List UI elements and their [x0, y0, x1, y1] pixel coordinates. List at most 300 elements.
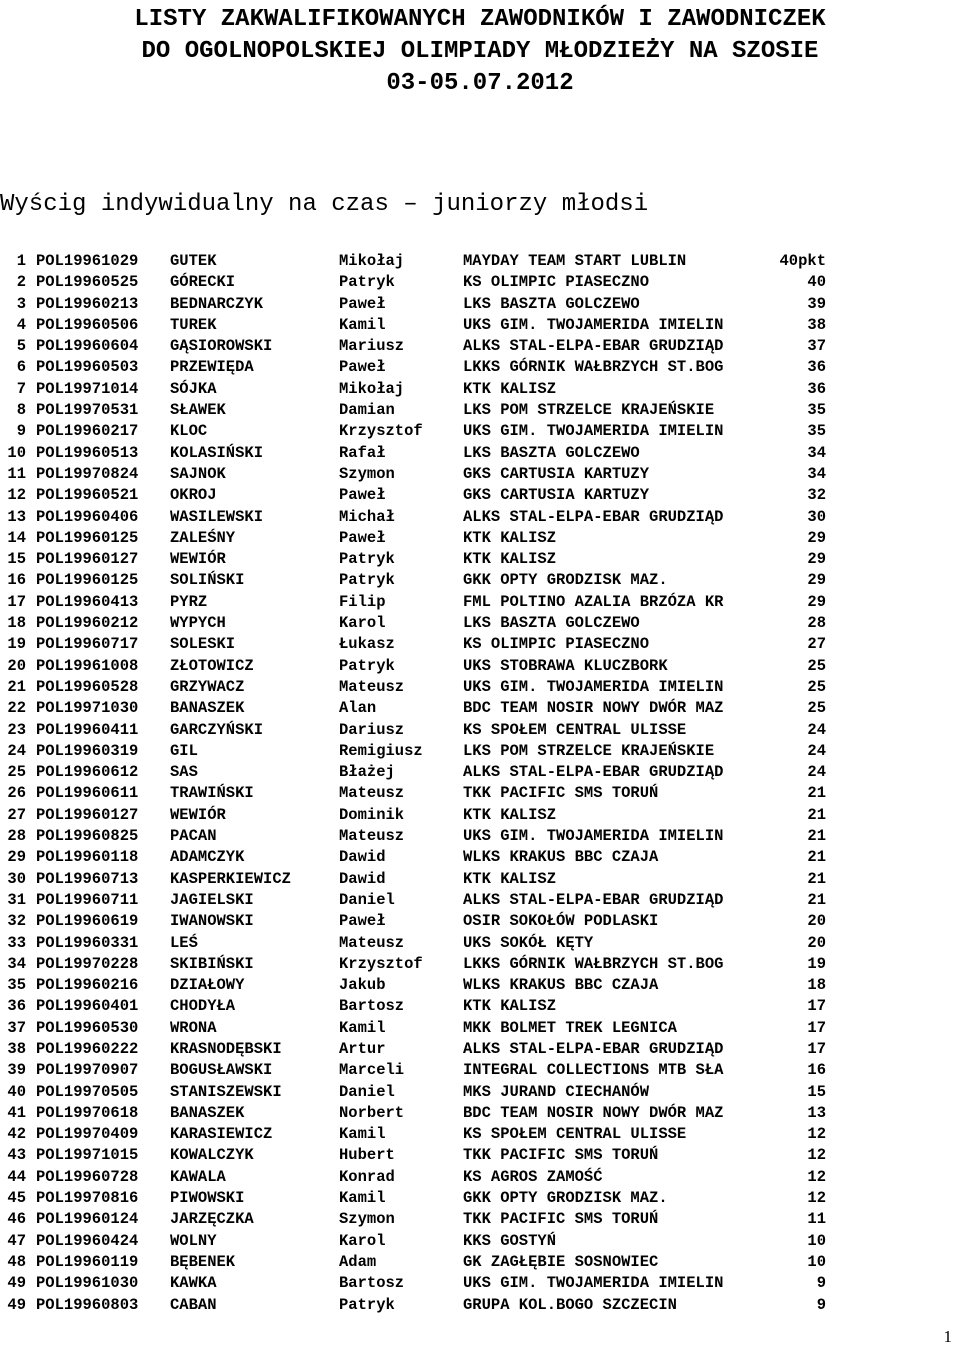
last-name: KAWALA	[170, 1167, 226, 1186]
last-name: ZALEŚNY	[170, 528, 236, 547]
first-name: Kamil	[339, 1018, 386, 1037]
first-name: Kamil	[339, 1125, 386, 1144]
first-name: Patryk	[339, 550, 395, 569]
license-id: POL19960611	[36, 784, 139, 803]
license-id: POL19960213	[36, 294, 139, 313]
points: 25	[807, 699, 826, 718]
rank-number: 24	[7, 741, 26, 760]
rank-number: 6	[16, 358, 26, 377]
license-id: POL19960212	[36, 614, 139, 633]
first-name: Mateusz	[339, 677, 405, 696]
points: 30	[807, 507, 826, 526]
club-name: GKS CARTUSIA KARTUZY	[463, 464, 650, 483]
license-id: POL19960711	[36, 890, 139, 909]
last-name: GRZYWACZ	[170, 677, 245, 696]
club-name: OSIR SOKOŁÓW PODLASKI	[463, 912, 659, 931]
license-id: POL19970907	[36, 1061, 139, 1080]
rank-number: 40	[7, 1082, 26, 1101]
club-name: UKS SOKÓŁ KĘTY	[463, 933, 594, 952]
document-title	[0, 4, 960, 100]
first-name: Mikołaj	[339, 252, 405, 270]
license-id: POL19960530	[36, 1018, 139, 1037]
club-name: KS AGROS ZAMOŚĆ	[463, 1167, 603, 1186]
club-name: FML POLTINO AZALIA BRZÓZA KR	[463, 592, 724, 611]
rank-number: 18	[7, 614, 26, 633]
club-name: GKS CARTUSIA KARTUZY	[463, 486, 650, 505]
last-name: PIWOWSKI	[170, 1189, 245, 1208]
club-name: KTK KALISZ	[463, 997, 557, 1016]
license-id: POL19960222	[36, 1039, 139, 1058]
title-line: 03-05.07.2012	[386, 70, 574, 97]
club-name: KTK KALISZ	[463, 379, 557, 398]
club-name: GK ZAGŁĘBIE SOSNOWIEC	[463, 1252, 659, 1271]
rank-number: 1	[16, 252, 26, 270]
last-name: JAGIELSKI	[170, 890, 254, 909]
rank-number: 45	[7, 1189, 26, 1208]
first-name: Dawid	[339, 869, 386, 888]
license-id: POL19960604	[36, 337, 139, 356]
points: 35	[807, 401, 826, 420]
club-name: UKS GIM. TWOJAMERIDA IMIELIN	[463, 422, 724, 441]
points: 24	[807, 720, 826, 739]
points: 21	[807, 848, 826, 867]
club-name: KTK KALISZ	[463, 550, 557, 569]
last-name: WRONA	[170, 1018, 217, 1037]
first-name: Bartosz	[339, 997, 405, 1016]
points: 17	[807, 1039, 826, 1058]
points: 34	[807, 443, 826, 462]
page-number: 1	[943, 1327, 952, 1346]
rank-number: 38	[7, 1039, 26, 1058]
points: 15	[807, 1082, 826, 1101]
rank-number: 32	[7, 912, 26, 931]
first-name: Dominik	[339, 805, 405, 824]
license-id: POL19960619	[36, 912, 139, 931]
last-name: WYPYCH	[170, 614, 226, 633]
rank-number: 28	[7, 827, 26, 846]
points: 19	[807, 954, 826, 973]
points: 40pkt	[779, 252, 826, 270]
first-name: Patryk	[339, 656, 395, 675]
club-name: GRUPA KOL.BOGO SZCZECIN	[463, 1295, 677, 1314]
first-name: Konrad	[339, 1167, 395, 1186]
club-name: ALKS STAL-ELPA-EBAR GRUDZIĄD	[463, 763, 724, 782]
club-name: LKS POM STRZELCE KRAJEŃSKIE	[463, 401, 715, 420]
license-id: POL19960717	[36, 635, 139, 654]
title-line: LISTY ZAKWALIFIKOWANYCH ZAWODNIKÓW I ZAWODNICZEK	[134, 6, 826, 33]
rank-number: 30	[7, 869, 26, 888]
club-name: UKS GIM. TWOJAMERIDA IMIELIN	[463, 315, 724, 334]
first-name: Krzysztof	[339, 422, 423, 441]
points: 32	[807, 486, 826, 505]
last-name: KARASIEWICZ	[170, 1125, 273, 1144]
last-name: PYRZ	[170, 592, 208, 611]
club-name: ALKS STAL-ELPA-EBAR GRUDZIĄD	[463, 337, 724, 356]
last-name: CHODYŁA	[170, 997, 236, 1016]
license-id: POL19960513	[36, 443, 139, 462]
club-name: UKS STOBRAWA KLUCZBORK	[463, 656, 668, 675]
first-name: Krzysztof	[339, 954, 423, 973]
last-name: PRZEWIĘDA	[170, 358, 254, 377]
race-subtitle: Wyścig indywidualny na czas – juniorzy młodsi	[0, 191, 649, 218]
license-id: POL19970228	[36, 954, 139, 973]
license-id: POL19961008	[36, 656, 139, 675]
last-name: KASPERKIEWICZ	[170, 869, 291, 888]
last-name: SŁAWEK	[170, 401, 226, 420]
license-id: POL19971030	[36, 699, 139, 718]
club-name: GKK OPTY GRODZISK MAZ.	[463, 571, 668, 590]
club-name: KKS GOSTYŃ	[463, 1231, 557, 1250]
license-id: POL19960124	[36, 1210, 139, 1229]
rank-number: 47	[7, 1231, 26, 1250]
license-id: POL19960803	[36, 1295, 139, 1314]
points: 11	[807, 1210, 826, 1229]
last-name: BEDNARCZYK	[170, 294, 264, 313]
points: 37	[807, 337, 826, 356]
rank-number: 42	[7, 1125, 26, 1144]
club-name: LKKS GÓRNIK WAŁBRZYCH ST.BOG	[463, 358, 724, 377]
club-name: BDC TEAM NOSIR NOWY DWÓR MAZ	[463, 699, 724, 718]
club-name: BDC TEAM NOSIR NOWY DWÓR MAZ	[463, 1103, 724, 1122]
license-id: POL19960825	[36, 827, 139, 846]
license-id: POL19960728	[36, 1167, 139, 1186]
license-id: POL19960127	[36, 805, 139, 824]
club-name: UKS GIM. TWOJAMERIDA IMIELIN	[463, 677, 724, 696]
license-id: POL19960713	[36, 869, 139, 888]
last-name: STANISZEWSKI	[170, 1082, 282, 1101]
license-id: POL19970505	[36, 1082, 139, 1101]
points: 21	[807, 869, 826, 888]
last-name: LEŚ	[170, 933, 198, 952]
rank-number: 49	[7, 1274, 26, 1293]
points: 29	[807, 528, 826, 547]
first-name: Paweł	[339, 486, 386, 505]
first-name: Szymon	[339, 464, 395, 483]
license-id: POL19960503	[36, 358, 139, 377]
rank-number: 23	[7, 720, 26, 739]
last-name: SKIBIŃSKI	[170, 954, 254, 973]
club-name: MAYDAY TEAM START LUBLIN	[463, 252, 687, 270]
rank-number: 4	[16, 315, 26, 334]
club-name: MKS JURAND CIECHANÓW	[463, 1082, 650, 1101]
first-name: Dariusz	[339, 720, 405, 739]
last-name: SAJNOK	[170, 464, 226, 483]
first-name: Patryk	[339, 571, 395, 590]
first-name: Mateusz	[339, 827, 405, 846]
rank-number: 9	[16, 422, 26, 441]
first-name: Jakub	[339, 976, 386, 995]
first-name: Damian	[339, 401, 395, 420]
rank-number: 41	[7, 1103, 26, 1122]
rank-number: 8	[16, 401, 26, 420]
first-name: Paweł	[339, 912, 386, 931]
first-name: Karol	[339, 1231, 386, 1250]
rank-number: 10	[7, 443, 26, 462]
rank-number: 44	[7, 1167, 26, 1186]
license-id: POL19970531	[36, 401, 139, 420]
club-name: KTK KALISZ	[463, 528, 557, 547]
last-name: WEWIÓR	[170, 550, 226, 569]
rank-number: 46	[7, 1210, 26, 1229]
points: 29	[807, 571, 826, 590]
rank-number: 29	[7, 848, 26, 867]
club-name: KS SPOŁEM CENTRAL ULISSE	[463, 720, 687, 739]
club-name: WLKS KRAKUS BBC CZAJA	[463, 976, 659, 995]
license-id: POL19960127	[36, 550, 139, 569]
points: 13	[807, 1103, 826, 1122]
first-name: Kamil	[339, 1189, 386, 1208]
rank-number: 25	[7, 763, 26, 782]
first-name: Filip	[339, 592, 386, 611]
last-name: BANASZEK	[170, 699, 245, 718]
rank-number: 26	[7, 784, 26, 803]
points: 21	[807, 784, 826, 803]
club-name: LKS BASZTA GOLCZEWO	[463, 443, 640, 462]
rank-number: 35	[7, 976, 26, 995]
last-name: BOGUSŁAWSKI	[170, 1061, 273, 1080]
points: 25	[807, 677, 826, 696]
license-id: POL19960528	[36, 677, 139, 696]
rank-number: 15	[7, 550, 26, 569]
first-name: Adam	[339, 1252, 377, 1271]
points: 16	[807, 1061, 826, 1080]
first-name: Kamil	[339, 315, 386, 334]
rank-number: 19	[7, 635, 26, 654]
rank-number: 49	[7, 1295, 26, 1314]
rank-number: 2	[16, 273, 26, 292]
points: 36	[807, 379, 826, 398]
rank-number: 17	[7, 592, 26, 611]
club-name: LKS BASZTA GOLCZEWO	[463, 294, 640, 313]
rank-number: 48	[7, 1252, 26, 1271]
club-name: ALKS STAL-ELPA-EBAR GRUDZIĄD	[463, 1039, 724, 1058]
club-name: KTK KALISZ	[463, 805, 557, 824]
last-name: BĘBENEK	[170, 1252, 236, 1271]
last-name: GUTEK	[170, 252, 217, 270]
last-name: TUREK	[170, 315, 217, 334]
rank-number: 20	[7, 656, 26, 675]
last-name: GĄSIOROWSKI	[170, 337, 273, 356]
license-id: POL19970824	[36, 464, 139, 483]
points: 17	[807, 1018, 826, 1037]
first-name: Michał	[339, 507, 395, 526]
rank-number: 7	[16, 379, 26, 398]
first-name: Rafał	[339, 443, 386, 462]
last-name: SOLESKI	[170, 635, 236, 654]
club-name: TKK PACIFIC SMS TORUŃ	[463, 784, 659, 803]
license-id: POL19971015	[36, 1146, 139, 1165]
license-id: POL19960319	[36, 741, 139, 760]
points: 18	[807, 976, 826, 995]
license-id: POL19970816	[36, 1189, 139, 1208]
last-name: KRASNODĘBSKI	[170, 1039, 282, 1058]
rank-number: 13	[7, 507, 26, 526]
last-name: BANASZEK	[170, 1103, 245, 1122]
club-name: MKK BOLMET TREK LEGNICA	[463, 1018, 677, 1037]
points: 21	[807, 827, 826, 846]
points: 9	[816, 1274, 826, 1293]
points: 10	[807, 1252, 826, 1271]
license-id: POL19960217	[36, 422, 139, 441]
license-id: POL19960125	[36, 571, 139, 590]
last-name: OKROJ	[170, 486, 217, 505]
last-name: JARZĘCZKA	[170, 1210, 254, 1229]
last-name: SAS	[170, 763, 198, 782]
points: 38	[807, 315, 826, 334]
points: 9	[816, 1295, 826, 1314]
first-name: Remigiusz	[339, 741, 423, 760]
last-name: ADAMCZYK	[170, 848, 245, 867]
license-id: POL19960331	[36, 933, 139, 952]
last-name: WOLNY	[170, 1231, 217, 1250]
last-name: CABAN	[170, 1295, 217, 1314]
points: 12	[807, 1189, 826, 1208]
rank-number: 37	[7, 1018, 26, 1037]
license-id: POL19960119	[36, 1252, 139, 1271]
license-id: POL19970618	[36, 1103, 139, 1122]
license-id: POL19961030	[36, 1274, 139, 1293]
club-name: TKK PACIFIC SMS TORUŃ	[463, 1210, 659, 1229]
first-name: Bartosz	[339, 1274, 405, 1293]
points: 29	[807, 592, 826, 611]
last-name: IWANOWSKI	[170, 912, 254, 931]
last-name: GARCZYŃSKI	[170, 720, 264, 739]
license-id: POL19960216	[36, 976, 139, 995]
first-name: Mikołaj	[339, 379, 405, 398]
club-name: KTK KALISZ	[463, 869, 557, 888]
points: 10	[807, 1231, 826, 1250]
first-name: Mateusz	[339, 784, 405, 803]
points: 17	[807, 997, 826, 1016]
last-name: GIL	[170, 741, 198, 760]
points: 34	[807, 464, 826, 483]
points: 35	[807, 422, 826, 441]
last-name: SÓJKA	[170, 379, 217, 398]
license-id: POL19960413	[36, 592, 139, 611]
first-name: Paweł	[339, 528, 386, 547]
points: 20	[807, 933, 826, 952]
first-name: Dawid	[339, 848, 386, 867]
last-name: GÓRECKI	[170, 273, 236, 292]
rank-number: 33	[7, 933, 26, 952]
points: 12	[807, 1146, 826, 1165]
club-name: LKS BASZTA GOLCZEWO	[463, 614, 640, 633]
last-name: ZŁOTOWICZ	[170, 656, 254, 675]
first-name: Hubert	[339, 1146, 395, 1165]
club-name: ALKS STAL-ELPA-EBAR GRUDZIĄD	[463, 507, 724, 526]
first-name: Paweł	[339, 358, 386, 377]
club-name: GKK OPTY GRODZISK MAZ.	[463, 1189, 668, 1208]
club-name: UKS GIM. TWOJAMERIDA IMIELIN	[463, 827, 724, 846]
rank-number: 22	[7, 699, 26, 718]
first-name: Paweł	[339, 294, 386, 313]
rank-number: 16	[7, 571, 26, 590]
club-name: WLKS KRAKUS BBC CZAJA	[463, 848, 659, 867]
club-name: ALKS STAL-ELPA-EBAR GRUDZIĄD	[463, 890, 724, 909]
last-name: TRAWIŃSKI	[170, 784, 254, 803]
club-name: KS SPOŁEM CENTRAL ULISSE	[463, 1125, 687, 1144]
first-name: Karol	[339, 614, 386, 633]
first-name: Daniel	[339, 890, 395, 909]
license-id: POL19960506	[36, 315, 139, 334]
rank-number: 5	[16, 337, 26, 356]
club-name: LKS POM STRZELCE KRAJEŃSKIE	[463, 741, 715, 760]
rank-number: 21	[7, 677, 26, 696]
club-name: KS OLIMPIC PIASECZNO	[463, 635, 650, 654]
rank-number: 31	[7, 890, 26, 909]
last-name: KOWALCZYK	[170, 1146, 254, 1165]
license-id: POL19960411	[36, 720, 139, 739]
license-id: POL19960612	[36, 763, 139, 782]
last-name: KAWKA	[170, 1274, 217, 1293]
license-id: POL19971014	[36, 379, 139, 398]
license-id: POL19960424	[36, 1231, 139, 1250]
points: 36	[807, 358, 826, 377]
points: 24	[807, 741, 826, 760]
rank-number: 12	[7, 486, 26, 505]
points: 21	[807, 890, 826, 909]
last-name: KOLASIŃSKI	[170, 443, 264, 462]
points: 28	[807, 614, 826, 633]
points: 27	[807, 635, 826, 654]
license-id: POL19960118	[36, 848, 139, 867]
club-name: LKKS GÓRNIK WAŁBRZYCH ST.BOG	[463, 954, 724, 973]
points: 24	[807, 763, 826, 782]
club-name: KS OLIMPIC PIASECZNO	[463, 273, 650, 292]
first-name: Norbert	[339, 1103, 405, 1122]
rank-number: 36	[7, 997, 26, 1016]
first-name: Szymon	[339, 1210, 395, 1229]
last-name: PACAN	[170, 827, 217, 846]
first-name: Patryk	[339, 1295, 395, 1314]
points: 12	[807, 1167, 826, 1186]
last-name: WEWIÓR	[170, 805, 226, 824]
rank-number: 3	[16, 294, 26, 313]
last-name: DZIAŁOWY	[170, 976, 245, 995]
license-id: POL19960525	[36, 273, 139, 292]
club-name: UKS GIM. TWOJAMERIDA IMIELIN	[463, 1274, 724, 1293]
first-name: Mariusz	[339, 337, 405, 356]
points: 25	[807, 656, 826, 675]
license-id: POL19960406	[36, 507, 139, 526]
points: 21	[807, 805, 826, 824]
rank-number: 27	[7, 805, 26, 824]
last-name: WASILEWSKI	[170, 507, 264, 526]
first-name: Łukasz	[339, 635, 395, 654]
last-name: SOLIŃSKI	[170, 571, 245, 590]
rank-number: 14	[7, 528, 26, 547]
points: 39	[807, 294, 826, 313]
license-id: POL19960401	[36, 997, 139, 1016]
points: 12	[807, 1125, 826, 1144]
license-id: POL19961029	[36, 252, 139, 270]
first-name: Błażej	[339, 763, 395, 782]
license-id: POL19960521	[36, 486, 139, 505]
license-id: POL19960125	[36, 528, 139, 547]
club-name: INTEGRAL COLLECTIONS MTB SŁA	[463, 1061, 724, 1080]
first-name: Artur	[339, 1039, 386, 1058]
first-name: Marceli	[339, 1061, 405, 1080]
first-name: Mateusz	[339, 933, 405, 952]
rank-number: 43	[7, 1146, 26, 1165]
points: 20	[807, 912, 826, 931]
rank-number: 39	[7, 1061, 26, 1080]
title-line: DO OGOLNOPOLSKIEJ OLIMPIADY MŁODZIEŻY NA SZOSIE	[141, 38, 819, 65]
last-name: KLOC	[170, 422, 208, 441]
club-name: TKK PACIFIC SMS TORUŃ	[463, 1146, 659, 1165]
rank-number: 34	[7, 954, 26, 973]
points: 40	[807, 273, 826, 292]
